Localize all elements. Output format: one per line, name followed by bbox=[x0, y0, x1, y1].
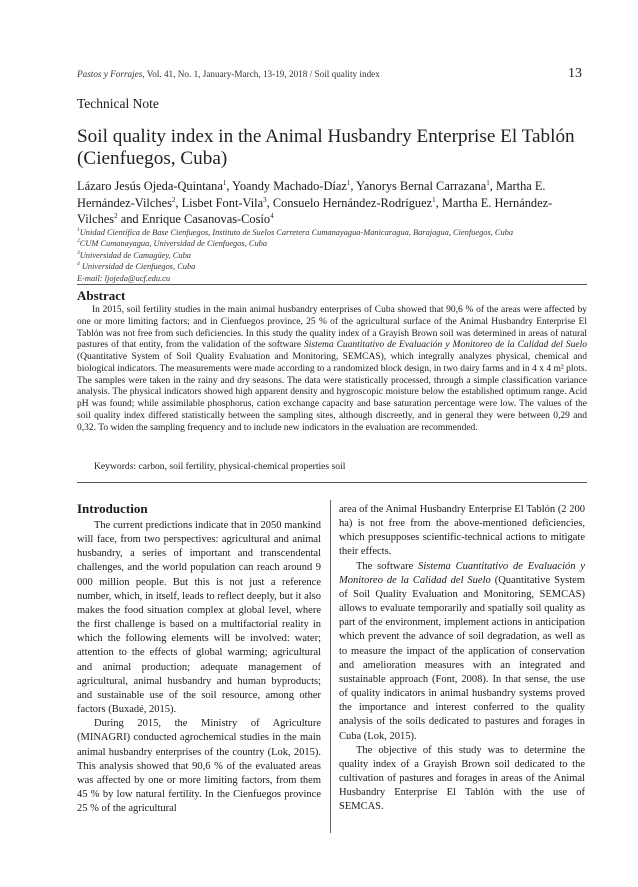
introduction-heading: Introduction bbox=[77, 501, 148, 516]
section-type: Technical Note bbox=[77, 96, 159, 111]
author-affiliation-mark: 3 bbox=[263, 195, 267, 204]
affiliation-text: Universidad de Camagüey, Cuba bbox=[79, 250, 191, 260]
abstract-top-rule bbox=[77, 284, 587, 285]
left-column bbox=[77, 519, 321, 816]
affiliation bbox=[77, 238, 592, 249]
paragraph: area of the Animal Husbandry Enterprise El Tablón (2 200 ha) is not free from the above-mentioned deficiencies, which presupposes scientific-technical actions to mitigate their effects. bbox=[339, 504, 585, 558]
paragraph: The objective of this study was to determine the quality index of a Grayish Brown soil dedicated to the cultivation of pastures and forages in areas of the Animal Husbandry Enterprise El Tablón with the use of SEMCAS. bbox=[339, 744, 585, 813]
software-name: Sistema Cuantitativo de Evaluación y Monitoreo de la Calidad del Suelo bbox=[304, 340, 587, 351]
author: Enrique Casanovas-Cosío bbox=[141, 212, 271, 227]
author: Lázaro Jesús Ojeda-Quintana bbox=[77, 179, 223, 193]
article-title: Soil quality index in the Animal Husbandry Enterprise El Tablón (Cienfuegos, Cuba) bbox=[77, 126, 575, 169]
paragraph: The current predictions indicate that in 2050 mankind will face, from two perspectives: agricultural and animal husbandry, a series of important and transcendental challenges, and the world population can reach around 9 000 million people. But this is not just a reference number, which, in itself, leads to reflect deeply, but it also makes the food situation complex at global level, where the first challenge is based on a multifactorial reality in which the following elements will be involved: water; attention to the effects of global warming; agricultural and animal production; adequate management of agricultural, animal husbandry and human byproducts; and sustainable use of the soil resource, among other factors (Buxadé, 2015). bbox=[77, 520, 321, 716]
author-affiliation-mark: 2 bbox=[171, 195, 176, 204]
author-affiliation-mark: 1 bbox=[222, 178, 227, 187]
running-head bbox=[77, 66, 582, 84]
software-name: Sistema Cuantitativo de Evaluación y Monitoreo de la Calidad del Suelo bbox=[339, 560, 585, 586]
author: Yoandy Machado-Díaz bbox=[232, 179, 347, 193]
affiliation bbox=[77, 261, 592, 272]
affiliation-text: Universidad de Cienfuegos, Cuba bbox=[79, 262, 196, 272]
column-divider bbox=[330, 500, 331, 833]
author-separator: , bbox=[435, 195, 442, 210]
affiliation bbox=[77, 227, 592, 238]
affiliation-number: 4 bbox=[77, 261, 80, 268]
paragraph-text: The software bbox=[356, 560, 419, 572]
keywords: Keywords: carbon, soil fertility, physical-chemical properties soil bbox=[94, 461, 346, 472]
author: Lisbet Font-Vila bbox=[181, 195, 264, 210]
author-separator: , bbox=[175, 195, 182, 210]
running-head-text bbox=[77, 69, 380, 79]
journal-name: Pastos y Forrajes bbox=[77, 69, 143, 79]
author-affiliation-mark: 1 bbox=[346, 178, 351, 187]
affiliation-number: 3 bbox=[77, 250, 80, 257]
author-separator: , bbox=[350, 179, 357, 193]
abstract-text: (Quantitative System of Soil Quality Evaluation and Monitoring, SEMCAS), which integrally analyzes physical, chemical and biological indicators. The measurements were made according to a randomized block design, in two dairy farms and in 4 x 4 m² plots. The samples were taken in the rainy and dry seasons. The data were statistically processed, through a simple classification variance analysis. The physical indicators showed high apparent density and hygroscopic moisture below the established optimum range. Acid pH was found; while assimilable phosphorus, cation exchange capacity and base saturation percentage were low. The values of the soil quality index differed statistically between the sampling sites, although discreetly, and in general they were between 0,29 and 0,32. To widen the sampling frequency and to include new indicators in the evaluation are recommended. bbox=[77, 352, 587, 433]
paragraph bbox=[339, 560, 585, 744]
author-list bbox=[77, 178, 587, 228]
issue-details: , Vol. 41, No. 1, January-March, 13-19, 2018 / Soil quality index bbox=[142, 69, 380, 79]
author-separator: , bbox=[489, 179, 496, 193]
abstract-body bbox=[77, 305, 587, 434]
affiliation-text: CUM Cumanayagua, Universidad de Cienfuegos, Cuba bbox=[79, 239, 268, 249]
author: Yanorys Bernal Carrazana bbox=[356, 179, 487, 193]
author-affiliation-mark: 2 bbox=[114, 212, 118, 221]
author-affiliation-mark: 4 bbox=[270, 212, 274, 221]
right-column bbox=[339, 503, 585, 814]
author-separator: and bbox=[117, 212, 142, 227]
abstract-text: In 2015, soil fertility studies in the main animal husbandry enterprises of Cuba showed that 90,6 % of the areas were affected by one or more limiting factors; and in Cienfuegos province, 25 % of the agricultural surface of the Animal Husbandry Enterprise El Tablón was not free from such deficiencies. In this study the quality index of a Grayish Brown soil was determined in areas of natural pastures of that entity, from the validation of the software bbox=[77, 305, 587, 351]
abstract-bottom-rule bbox=[77, 482, 587, 483]
author: Consuelo Hernández-Rodríguez bbox=[272, 195, 433, 210]
author-affiliation-mark: 1 bbox=[486, 178, 490, 187]
abstract-heading: Abstract bbox=[77, 288, 126, 303]
author-separator: , bbox=[226, 179, 233, 193]
page-number: 13 bbox=[568, 66, 582, 81]
paragraph-text: (Quantitative System of Soil Quality Evaluation and Monitoring, SEMCAS) allows to evaluate temporarily and spatially soil quality as part of the environment, implement actions in anticipation which prevent the advance of soil degradation, as well as to measure the impact of the application of conservation and amelioration measures with an integrated and sustainable approach (Font, 2008). In that sense, the use of quality indicators in animal husbandry systems proved the importance and interest conferred to the quality analysis of the soils dedicated to pastures and forages in Cuba (Lok, 2015). bbox=[339, 574, 585, 742]
author-affiliation-mark: 1 bbox=[432, 195, 436, 204]
abstract-paragraph bbox=[77, 305, 587, 434]
author: Martha E. Hernández-Vilches bbox=[77, 195, 553, 227]
author: Martha E. Hernández-Vilches bbox=[77, 179, 546, 210]
affiliation-number: 2 bbox=[77, 238, 80, 245]
paragraph: During 2015, the Ministry of Agriculture (MINAGRI) conducted agrochemical studies in the main animal husbandry enterprises of the country (Lok, 2015). This analysis showed that 90,6 % of the evaluated areas was affected by one or more limiting factors, from them 45 % by low natural fertility. In the Cienfuegos province 25 % of the agricultural bbox=[77, 718, 321, 815]
affiliation-number: 1 bbox=[77, 227, 80, 234]
affiliation-list bbox=[77, 227, 592, 284]
affiliation-text: Unidad Científica de Base Cienfuegos, Instituto de Suelos Carretera Cumanayagua-Manicaragua, Barajagua, Cienfuegos, Cuba bbox=[79, 228, 514, 237]
corresponding-email: E-mail: ljojeda@ucf.edu.cu bbox=[77, 273, 171, 283]
affiliation bbox=[77, 250, 592, 261]
author-separator: , bbox=[266, 195, 273, 210]
